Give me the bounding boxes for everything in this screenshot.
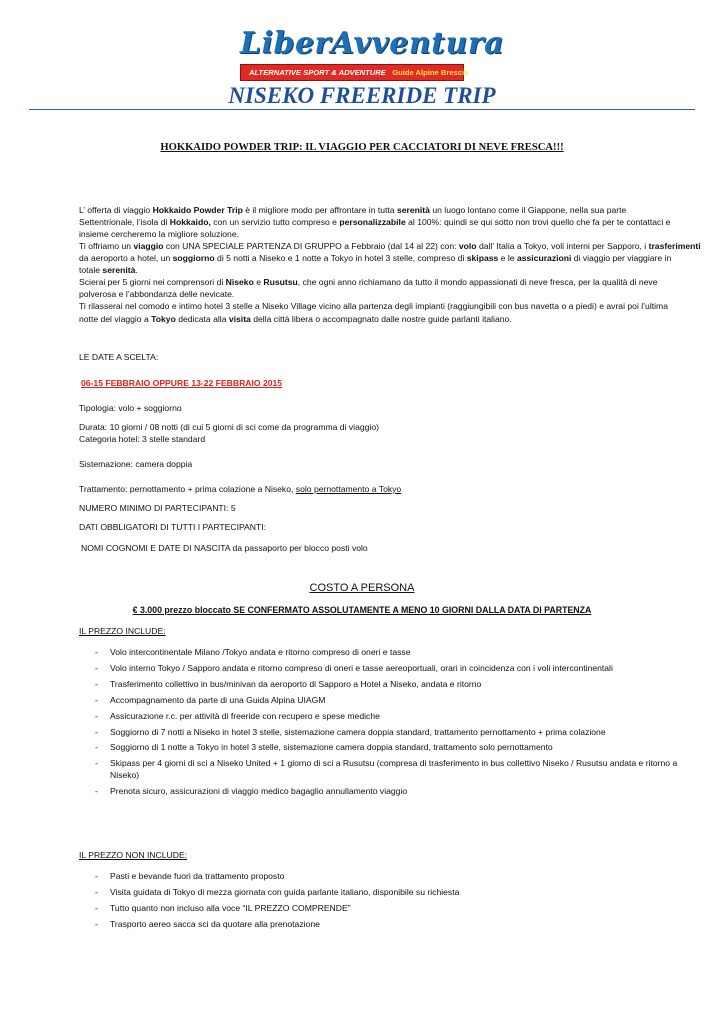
list-item: - Tutto quanto non incluso alla voce “IL PREZZO COMPRENDE” <box>95 903 459 915</box>
detail-numero-minimo: NUMERO MINIMO DI PARTECIPANTI: 5 <box>79 503 236 513</box>
intro-line: L’ offerta di viaggio Hokkaido Powder Trip è il migliore modo per affrontare in tutta serenità un luogo lontano come il Giappone, nella sua parte <box>79 205 627 215</box>
list-item: - Volo interno Tokyo / Sapporo andata e ritorno compreso di oneri e tasse aereoportuali, orari in coincidenza con i voli intercontinentali <box>95 663 677 675</box>
detail-durata: Durata: 10 giorni / 08 notti (di cui 5 giorni di sci come da programma di viaggio) <box>79 422 379 432</box>
list-item: - Trasferimento collettivo in bus/minivan da aeroporto di Sapporo a Hotel a Niseko, andata e ritorno <box>95 679 677 691</box>
logo-tagline-bar <box>240 64 469 81</box>
intro-line: notte del viaggio a Tokyo dedicata alla visita della città libera o accompagnato dalle nostre guide parlanti italiano. <box>79 314 512 324</box>
logo-wordmark: LiberAvventura <box>240 26 505 61</box>
header-divider <box>29 109 695 110</box>
list-item-continuation: Niseko) <box>110 770 140 781</box>
list-item: - Accompagnamento da parte di una Guida Alpina UIAGM <box>95 695 677 707</box>
intro-line: polverosa e l’abbondanza delle nevicate. <box>79 289 235 299</box>
detail-nomi: NOMI COGNOMI E DATE DI NASCITA da passaporto per blocco posti volo <box>81 543 368 553</box>
detail-dati-obbligatori: DATI OBBLIGATORI DI TUTTI I PARTECIPANTI: <box>79 522 267 532</box>
price-line: € 3.000 prezzo bloccato SE CONFERMATO ASSOLUTAMENTE A MENO 10 GIORNI DALLA DATA DI PARTENZA <box>132 605 592 615</box>
detail-tipologia: Tipologia: volo + soggiorno <box>79 403 182 413</box>
includes-list <box>95 647 677 798</box>
detail-sistemazione: Sistemazione: camera doppia <box>79 459 193 469</box>
cost-heading: COSTO A PERSONA <box>309 582 415 594</box>
excludes-list <box>95 871 459 931</box>
intro-line: Ti rilasserai nel comodo e intimo hotel 3 stelle a Niseko Village vicino alla partenza degli impianti (raggiungibili con bus navetta o a piedi) e avrai poi l’ultima <box>79 301 668 311</box>
includes-heading: IL PREZZO INCLUDE: <box>79 626 166 636</box>
intro-line: Scierai per 5 giorni nei comprensori di Niseko e Rusutsu, che ogni anno richiamano da tutto il mondo appassionati di neve fresca, per la qualità di neve <box>79 277 658 287</box>
list-item: - Assicurazione r.c. per attività di freeride con recupero e spese mediche <box>95 711 677 723</box>
list-item: - Soggiorno di 7 notti a Niseko in hotel 3 stelle, sistemazione camera doppia standard, trattamento pernottamento + prima colazione <box>95 727 677 739</box>
list-item: - Visita guidata di Tokyo di mezza giornata con guida parlante italiano, disponibile su richiesta <box>95 887 459 899</box>
intro-line: Settentrionale, l’isola di Hokkaido, con un servizio tutto compreso e personalizzabile al 100%: quindi se qui sotto non trovi quello che fa per te contattaci e <box>79 217 671 227</box>
list-item: - Trasporto aereo sacca sci da quotare alla prenotazione <box>95 919 459 931</box>
logo-partner: Guide Alpine Brescia <box>392 68 469 77</box>
page-title: NISEKO FREERIDE TRIP <box>228 83 496 108</box>
excludes-heading: IL PREZZO NON INCLUDE: <box>79 850 188 860</box>
list-item: - Prenota sicuro, assicurazioni di viaggio medico bagaglio annullamento viaggio <box>95 786 677 798</box>
intro-line: Ti offriamo un viaggio con UNA SPECIALE PARTENZA DI GRUPPO a Febbraio (dal 14 al 22) con: volo dall' Italia a Tokyo, voli interni per Sapporo, i trasferimenti <box>79 241 701 251</box>
logo-tagline: ALTERNATIVE SPORT & ADVENTURE <box>249 68 386 77</box>
logo <box>240 26 505 86</box>
list-item: - Pasti e bevande fuori da trattamento proposto <box>95 871 459 883</box>
list-item: - Skipass per 4 giorni di sci a Niseko United + 1 giorno di sci a Rusutsu (compresa di trasferimento in bus collettivo Niseko / Rusutsu andata e ritorno a <box>95 758 677 770</box>
detail-categoria: Categoria hotel: 3 stelle standard <box>79 434 206 444</box>
intro-line: totale serenità. <box>79 265 138 275</box>
dates-value: 06-15 FEBBRAIO OPPURE 13-22 FEBBRAIO 2015 <box>81 378 283 388</box>
list-item: - Soggiorno di 1 notte a Tokyo in hotel 3 stelle, sistemazione camera doppia standard, trattamento solo pernottamento <box>95 742 677 754</box>
document-subtitle: HOKKAIDO POWDER TRIP: IL VIAGGIO PER CACCIATORI DI NEVE FRESCA!!! <box>160 142 564 153</box>
intro-line: da aeroporto a hotel, un soggiorno di 5 notti a Niseko e 1 notte a Tokyo in hotel 3 stelle, compreso di skipass e le assicurazioni di viaggio per viaggiare in <box>79 253 672 263</box>
dates-label: LE DATE A SCELTA: <box>79 352 159 362</box>
detail-trattamento: Trattamento: pernottamento + prima colazione a Niseko, solo pernottamento a Tokyo <box>79 484 402 494</box>
intro-line: insieme cercheremo la migliore soluzione. <box>79 229 240 239</box>
list-item: - Volo intercontinentale Milano /Tokyo andata e ritorno compreso di oneri e tasse <box>95 647 677 659</box>
